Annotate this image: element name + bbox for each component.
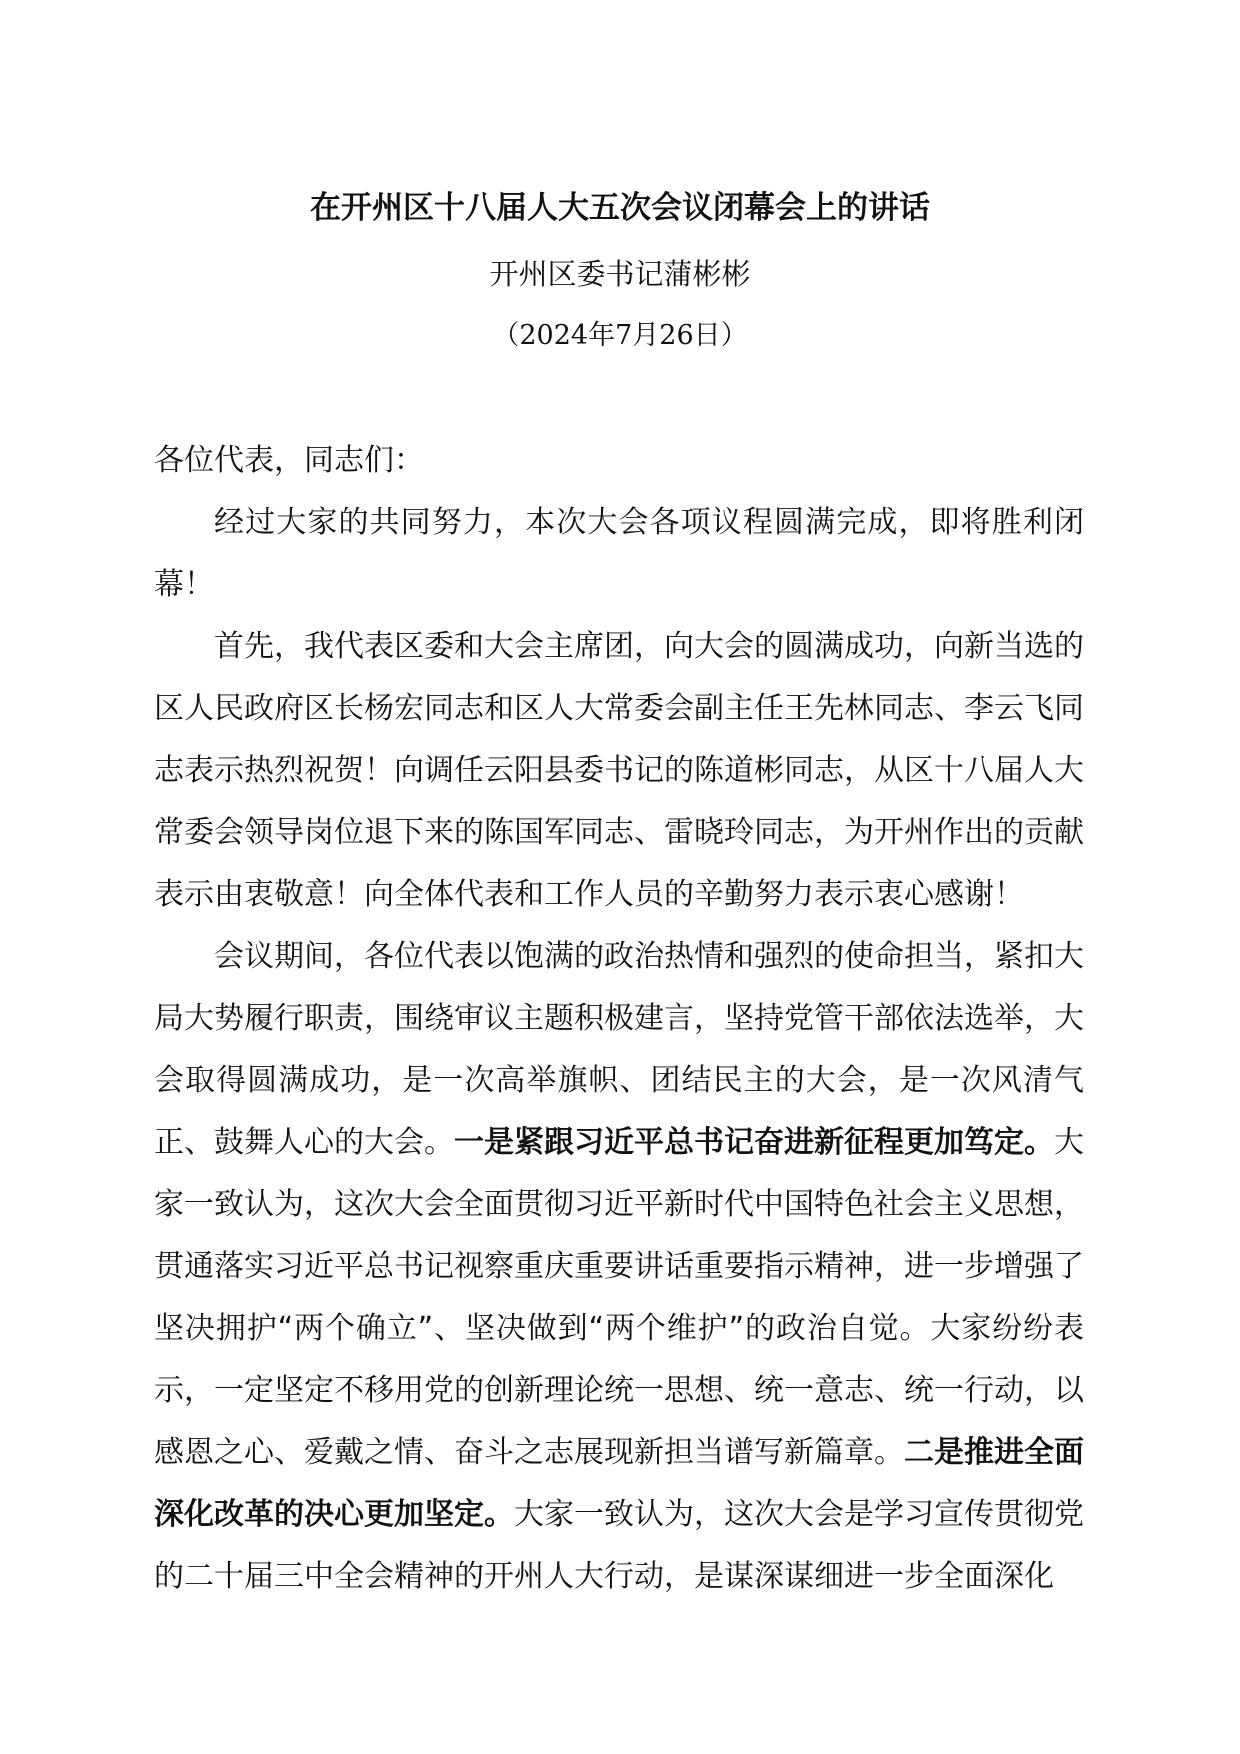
paragraph-thanks: 首先，我代表区委和大会主席团，向大会的圆满成功，向新当选的区人民政府区长杨宏同志和区人大常委会副主任王先林同志、李云飞同志表示热烈祝贺！向调任云阳县委书记的陈道彬同志，从区十八届人大常委会领导岗位退下来的陈国军同志、雷晓玲同志，为开州作出的贡献表示由衷敬意！向全体代表和工作人员的辛勤努力表示衷心感谢！ xyxy=(154,629,1084,912)
summary-intro: 会议期间，各位代表以饱满的政治热情和强烈的使命担当，紧扣大局大势履行职责，围绕审议主题积极建言，坚持党管干部依法选举，大会取得圆满成功，是一次高举旗帜、团结民主的大会，是一次风清气正、鼓舞人心的大会。 xyxy=(154,939,1084,1160)
document-title: 在开州区十八届人大五次会议闭幕会上的讲话 xyxy=(310,190,930,226)
paragraph-meeting-summary xyxy=(154,926,1084,1608)
point-two-heading: 二是推进全面深化改革的决心更加坚定。 xyxy=(154,1435,1084,1532)
document-author: 开州区委书记蒲彬彬 xyxy=(489,257,751,291)
document-body xyxy=(154,430,1084,1608)
point-two-text: 大家一致认为，这次大会是学习宣传贯彻党的二十届三中全会精神的开州人大行动，是谋深谋细进一步全面深化 xyxy=(154,1497,1084,1594)
salutation: 各位代表，同志们： xyxy=(154,443,424,478)
point-one-text: 大家一致认为，这次大会全面贯彻习近平新时代中国特色社会主义思想，贯通落实习近平总书记视察重庆重要讲话重要指示精神，进一步增强了坚决拥护“两个确立”、坚决做到“两个维护”的政治自觉。大家纷纷表示，一定坚定不移用党的创新理论统一思想、统一意志、统一行动，以感恩之心、爱戴之情、奋斗之志展现新担当谱写新篇章。 xyxy=(154,1125,1084,1470)
document-date: （2024年7月26日） xyxy=(492,320,748,351)
paragraph-opening: 经过大家的共同努力，本次大会各项议程圆满完成，即将胜利闭幕！ xyxy=(154,505,1084,602)
point-one-heading: 一是紧跟习近平总书记奋进新征程更加笃定。 xyxy=(454,1125,1054,1160)
